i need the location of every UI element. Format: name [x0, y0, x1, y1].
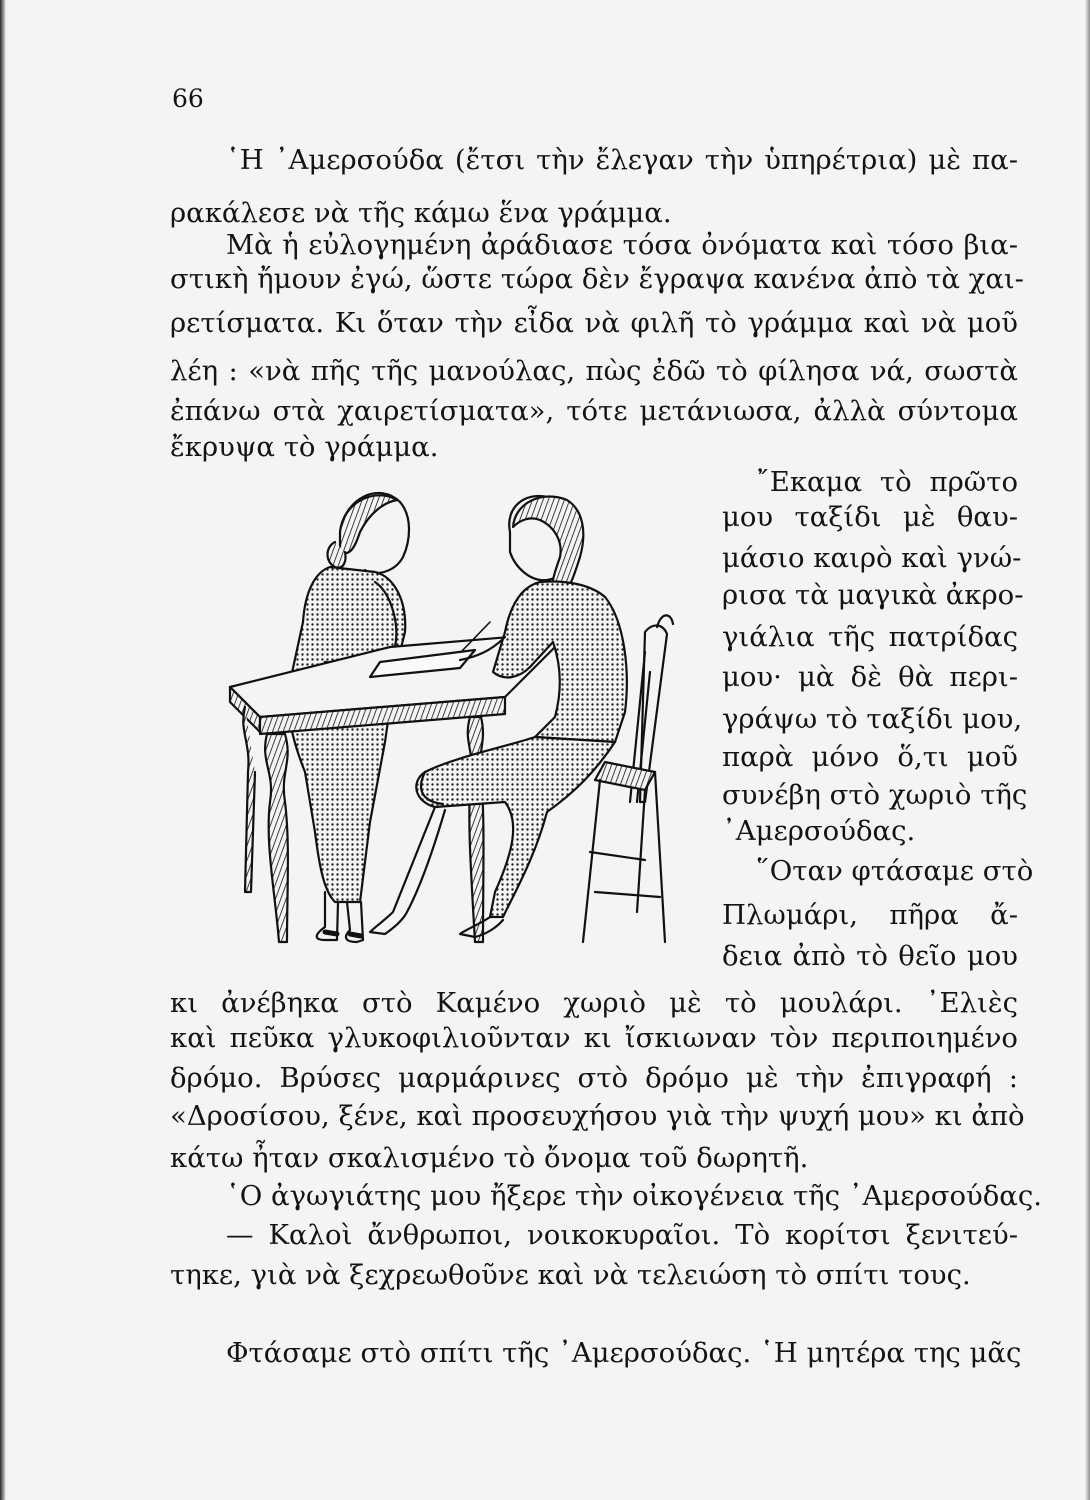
text-line: μου· μὰ δὲ θὰ περι- — [722, 661, 1018, 693]
text-line: ρισα τὰ μαγικὰ ἀκρο- — [722, 579, 1024, 611]
text-line: ῾Η ᾿Αμερσούδα (ἔτσι τὴν ἔλεγαν τὴν ὑπηρέτρια) μὲ πα- — [226, 144, 1018, 176]
text-line: κάτω ἦταν σκαλισμένο τὸ ὄνομα τοῦ δωρητῆ. — [170, 1142, 809, 1174]
text-line: δεια ἀπὸ τὸ θεῖο μου — [722, 940, 1018, 972]
text-line: ᾿Αμερσούδας. — [722, 815, 916, 847]
text-line: ρακάλεσε νὰ τῆς κάμω ἕνα γράμμα. — [170, 197, 672, 229]
text-line: δρόμο. Βρύσες μαρμάρινες στὸ δρόμο μὲ τὴν ἐπιγραφή : — [170, 1062, 1018, 1094]
text-line: στικὴ ἤμουν ἐγώ, ὥστε τώρα δὲν ἔγραψα κανένα ἀπὸ τὰ χαι- — [170, 263, 1024, 295]
text-line: ἔκρυψα τὸ γράμμα. — [170, 431, 439, 463]
text-line: ῾Ο ἀγωγιάτης μου ἤξερε τὴν οἰκογένεια τῆς ᾿Αμερσούδας. — [226, 1180, 1043, 1212]
text-line: ῞Οταν φτάσαμε στὸ — [756, 855, 1034, 887]
text-line: Πλωμάρι, πῆρα ἄ- — [722, 899, 1018, 931]
text-line: ρετίσματα. Κι ὅταν τὴν εἶδα νὰ φιλῆ τὸ γράμμα καὶ νὰ μοῦ — [170, 307, 1018, 339]
page-right-edge — [1085, 0, 1090, 1500]
text-line: παρὰ μόνο ὅ,τι μοῦ — [722, 741, 1018, 773]
text-line: — Καλοὶ ἄνθρωποι, νοικοκυραῖοι. Τὸ κορίτσι ξενιτεύ- — [226, 1219, 1018, 1251]
text-line: λέη : «νὰ πῆς τῆς μανούλας, πὼς ἐδῶ τὸ φίλησα νά, σωστὰ — [170, 355, 1018, 387]
text-line: συνέβη στὸ χωριὸ τῆς — [722, 779, 1028, 811]
text-line: μου ταξίδι μὲ θαυ- — [722, 501, 1018, 533]
page-number: 66 — [172, 84, 204, 113]
illustration-women-writing-letter — [175, 472, 703, 972]
text-line: Μὰ ἡ εὐλογημένη ἀράδιασε τόσα ὀνόματα καὶ τόσο βια- — [226, 229, 1018, 261]
text-line: τηκε, γιὰ νὰ ξεχρεωθοῦνε καὶ νὰ τελειώση τὸ σπίτι τους. — [170, 1259, 971, 1291]
text-line: ἐπάνω στὰ χαιρετίσματα», τότε μετάνιωσα, ἀλλὰ σύντομα — [170, 395, 1018, 427]
text-line: κι ἀνέβηκα στὸ Καμένο χωριὸ μὲ τὸ μουλάρι. ᾿Ελιὲς — [170, 987, 1018, 1019]
text-line: Φτάσαμε στὸ σπίτι τῆς ᾿Αμερσούδας. ῾Η μητέρα της μᾶς — [226, 1337, 1022, 1369]
text-line: γιάλια τῆς πατρίδας — [722, 621, 1018, 653]
text-line: ῎Εκαμα τὸ πρῶτο — [756, 466, 1018, 498]
text-line: καὶ πεῦκα γλυκοφιλιοῦνταν κι ἴσκιωναν τὸν περιποιημένο — [170, 1022, 1018, 1054]
text-line: γράψω τὸ ταξίδι μου, — [722, 703, 1023, 735]
text-line: «Δροσίσου, ξένε, καὶ προσευχήσου γιὰ τὴν ψυχή μου» κι ἀπὸ — [170, 1100, 1025, 1132]
page-binding-edge — [0, 0, 6, 1500]
text-line: μάσιο καιρὸ καὶ γνώ- — [722, 542, 1022, 574]
